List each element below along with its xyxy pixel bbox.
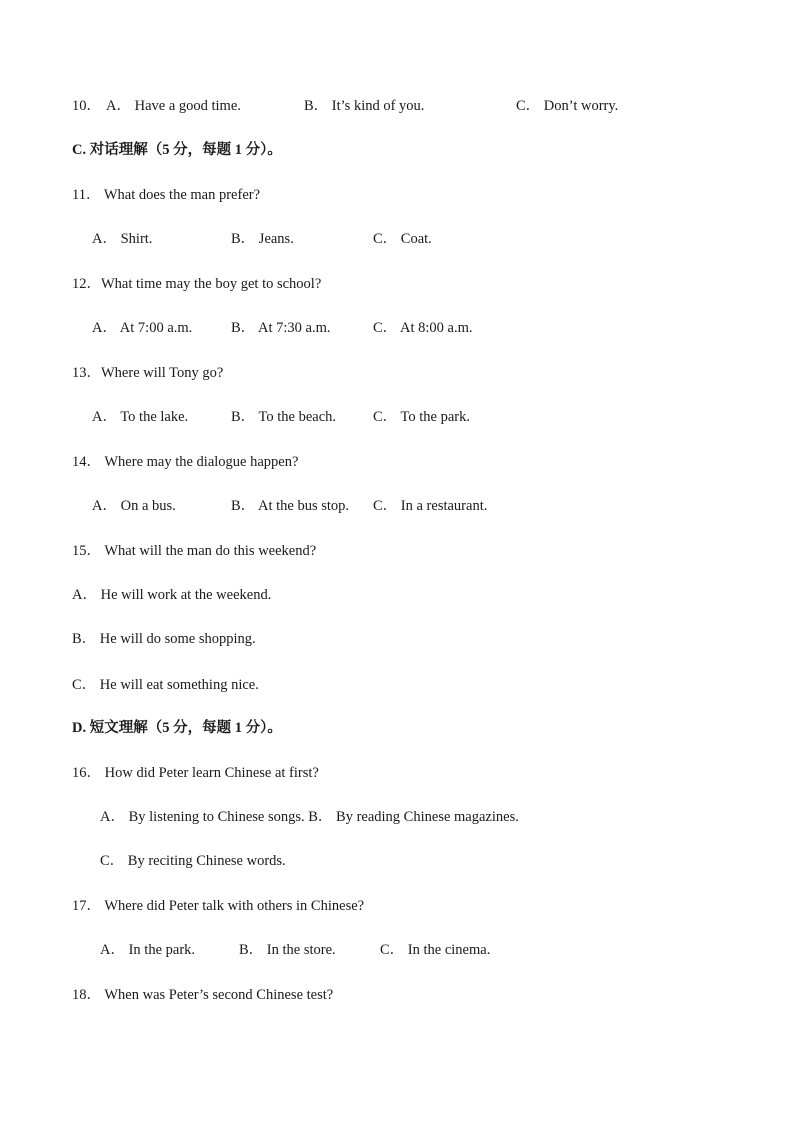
q18-question: 18． When was Peter’s second Chinese test? [72,987,334,1003]
section-c-heading: C. 对话理解（5 分，每题 1 分）。 [72,142,282,158]
q14-question: 14． Where may the dialogue happen? [72,454,299,470]
q10-row [72,97,672,115]
q12-option-b: B． At 7:30 a.m. [231,320,331,336]
q10-number: 10． [72,98,101,114]
q10-option-a: A． Have a good time. [106,98,241,114]
q11-option-b: B． Jeans. [231,231,294,247]
q10-option-c: C． Don’t worry. [516,98,619,114]
q13-question: 13．Where will Tony go? [72,365,224,381]
q12-option-a: A． At 7:00 a.m. [92,320,193,336]
q17-question: 17． Where did Peter talk with others in Chinese? [72,898,365,914]
q17-option-c: C． In the cinema. [380,942,491,958]
q15-question: 15． What will the man do this weekend? [72,543,317,559]
q14-option-b: B． At the bus stop. [231,498,350,514]
q11-question: 11． What does the man prefer? [72,187,261,203]
q17-option-a: A． In the park. [100,942,196,958]
q16-option-ab: A． By listening to Chinese songs. B． By reading Chinese magazines. [100,809,519,825]
q11-option-a: A． Shirt. [92,231,153,247]
q13-option-a: A． To the lake. [92,409,189,425]
q13-option-b: B． To the beach. [231,409,337,425]
section-d-heading: D. 短文理解（5 分，每题 1 分）。 [72,720,282,736]
q14-option-c: C． In a restaurant. [373,498,488,514]
q10-option-b: B． It’s kind of you. [304,98,425,114]
q15-option-c: C． He will eat something nice. [72,677,259,693]
q12-option-c: C． At 8:00 a.m. [373,320,473,336]
q15-option-a: A． He will work at the weekend. [72,587,272,603]
q17-option-b: B． In the store. [239,942,336,958]
q16-question: 16． How did Peter learn Chinese at first? [72,765,319,781]
q15-option-b: B． He will do some shopping. [72,631,256,647]
q16-option-c: C． By reciting Chinese words. [100,853,286,869]
q12-question: 12．What time may the boy get to school? [72,276,322,292]
q11-option-c: C． Coat. [373,231,432,247]
q13-option-c: C． To the park. [373,409,470,425]
q14-option-a: A． On a bus. [92,498,176,514]
